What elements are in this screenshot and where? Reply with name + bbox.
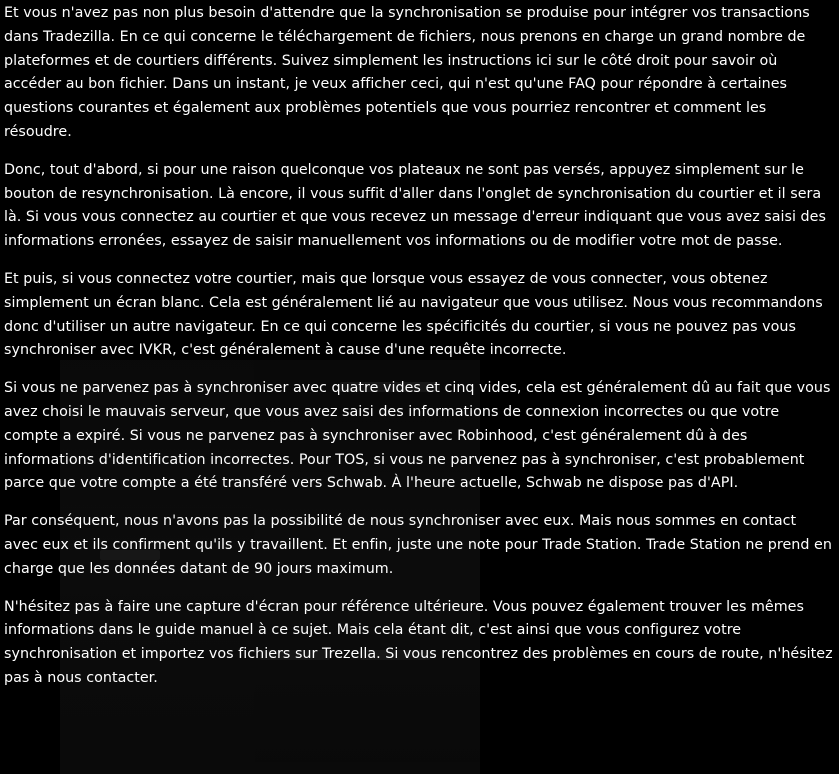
paragraph-2: Donc, tout d'abord, si pour une raison quelconque vos plateaux ne sont pas versés, appuyez simplement sur le bouton de resynchronisation. Là encore, il vous suffit d'aller dans l'onglet de synchronisation du courtier et il sera là. Si vous vous connectez au courtier et que vous recevez un message d'erreur indiquant que vous avez saisi des informations erronées, essayez de saisir manuellement vos informations ou de modifier votre mot de passe.: [4, 161, 826, 250]
paragraph-4: Si vous ne parvenez pas à synchroniser avec quatre vides et cinq vides, cela est généralement dû au fait que vous avez choisi le mauvais serveur, que vous avez saisi des informations de connexion incorrectes ou que votre compte a expiré. Si vous ne parvenez pas à synchroniser avec Robinhood, c'est généralement dû à des informations d'identification incorrectes. Pour TOS, si vous ne parvenez pas à synchroniser, c'est probablement parce que votre compte a été transféré vers Schwab. À l'heure actuelle, Schwab ne dispose pas d'API.: [4, 380, 831, 492]
paragraph-5: Par conséquent, nous n'avons pas la possibilité de nous synchroniser avec eux. Mais nous sommes en contact avec eux et ils confirment qu'ils y travaillent. Et enfin, juste une note pour Trade Station. Trade Station ne prend en charge que les données datant de 90 jours maximum.: [4, 513, 832, 577]
paragraph-3: Et puis, si vous connectez votre courtier, mais que lorsque vous essayez de vous connecter, vous obtenez simplement un écran blanc. Cela est généralement lié au navigateur que vous utilisez. Nous vous recommandons donc d'utiliser un autre navigateur. En ce qui concerne les spécificités du courtier, si vous ne pouvez pas vous synchroniser avec IVKR, c'est généralement à cause d'une requête incorrecte.: [4, 270, 823, 359]
paragraph-1: Et vous n'avez pas non plus besoin d'attendre que la synchronisation se produise pour intégrer vos transactions dans Tradezilla. En ce qui concerne le téléchargement de fichiers, nous prenons en charge un grand nombre de plateformes et de courtiers différents. Suivez simplement les instructions ici sur le côté droit pour savoir où accéder au bon fichier. Dans un instant, je veux afficher ceci, qui n'est qu'une FAQ pour répondre à certaines questions courantes et également aux problèmes potentiels que vous pourriez rencontrer et comment les résoudre.: [4, 5, 810, 140]
paragraph-6: N'hésitez pas à faire une capture d'écran pour référence ultérieure. Vous pouvez également trouver les mêmes informations dans le guide manuel à ce sujet. Mais cela étant dit, c'est ainsi que vous configurez votre synchronisation et importez vos fichiers sur Trezella. Si vous rencontrez des problèmes en cours de route, n'hésitez pas à nous contacter.: [4, 598, 833, 686]
transcript-text: [4, 2, 834, 705]
